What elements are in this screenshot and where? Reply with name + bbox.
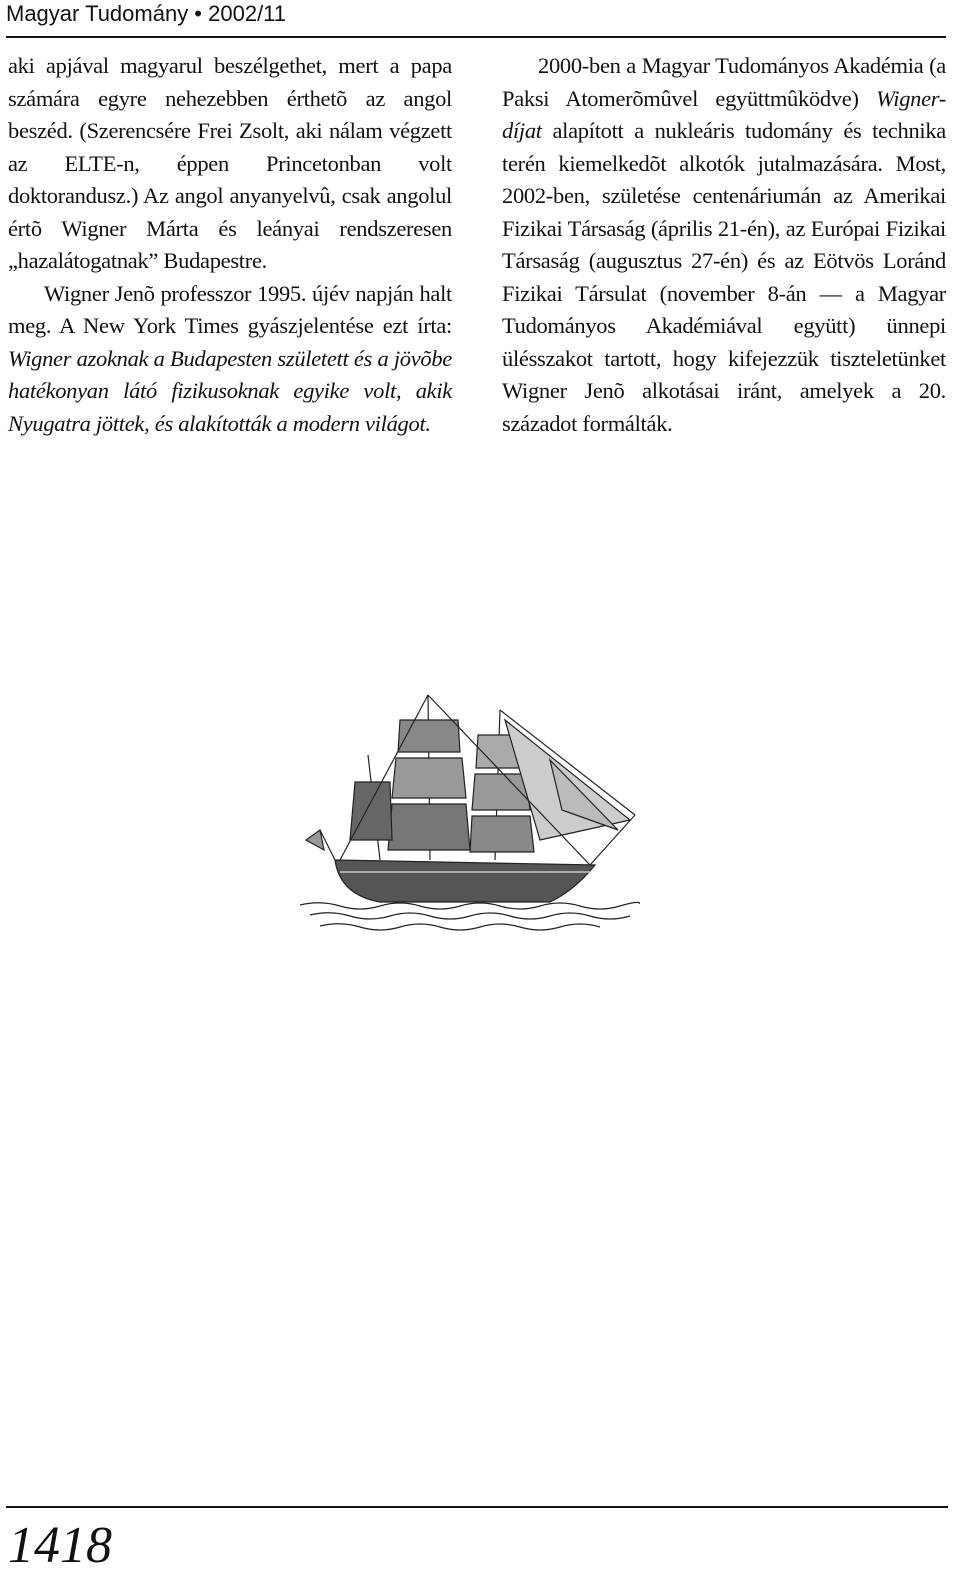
award-name: Wigner-díjat [502, 85, 946, 143]
page-number: 1418 [8, 1517, 112, 1574]
running-header [6, 0, 946, 38]
journal-title: Magyar Tudomány • 2002/11 [6, 1, 287, 26]
left-column [8, 50, 452, 440]
obituary-quote: Wigner azoknak a Budapesten született és a jövõbe hatékonyan látó fizikusoknak egyike volt, akik Nyugatra jöttek, és alakították a modern világot. [8, 345, 452, 436]
sailing-ship-icon [300, 690, 640, 940]
paragraph: aki apjával magyarul beszélgethet, mert a papa számára egyre nehezebben érthetõ az angol beszéd. (Szerencsére Frei Zsolt, aki nálam végzett az ELTE-n, éppen Princetonban volt doktorandusz.) Az angol anyanyelvû, csak angolul értõ Wigner Márta és leányai rendszeresen „hazalátogatnak” Budapestre. [8, 53, 452, 273]
paragraph [502, 50, 946, 440]
paragraph-text: Wigner Jenõ professzor 1995. újév napján halt meg. A New York Times gyászjelentése ezt írta: [8, 280, 452, 338]
paragraph-text: 2000-ben a Magyar Tudományos Akadémia (a Paksi Atomerõmûvel együttmûködve) [502, 53, 946, 111]
right-column [502, 50, 946, 440]
paragraph-text: alapított a nukleáris tudomány és technika terén kiemelkedõt alkotók jutalmazására. Most, 2002-ben, születése centenáriumán az Amerikai Fizikai Társaság (április 21-én), az Európai Fizikai Társaság (augusztus 27-én) és az Eötvös Loránd Fizikai Társulat (november 8-án — a Magyar Tudományos Akadémiával együtt) ünnepi ülésszakot tartott, hogy kifejezzük tiszteletünket Wigner Jenõ alkotásai iránt, amelyek a 20. századot formálták. [502, 118, 946, 436]
paragraph [8, 278, 452, 441]
footer-divider [6, 1506, 948, 1508]
